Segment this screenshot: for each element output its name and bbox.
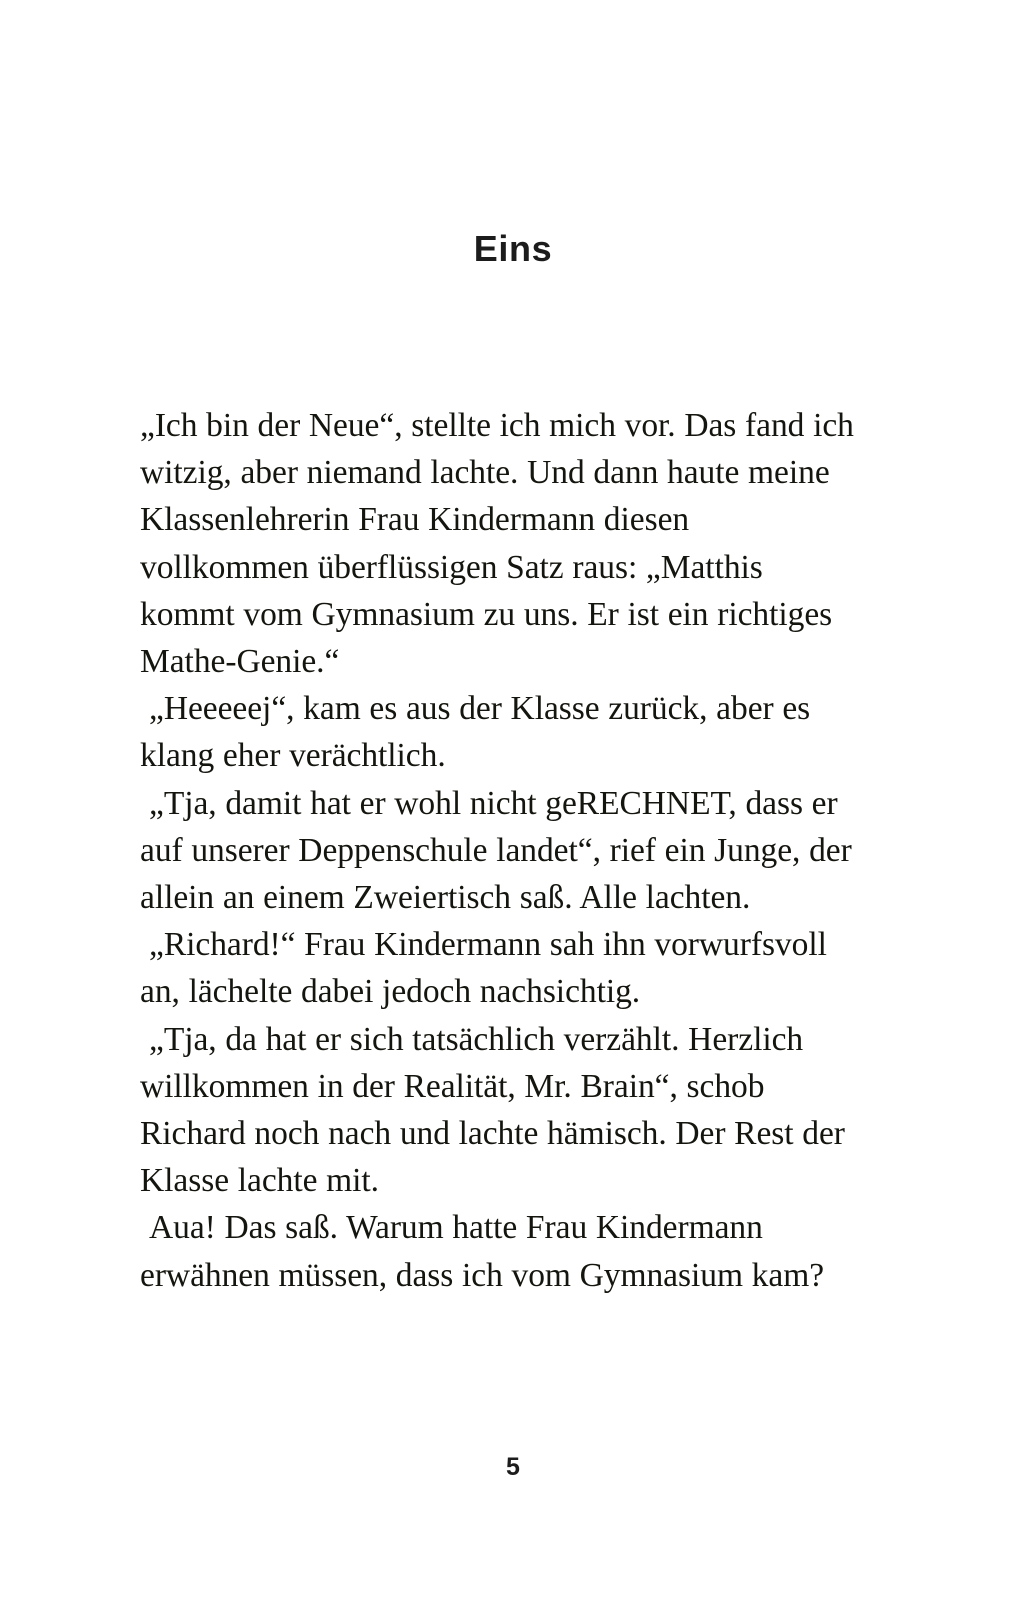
paragraph: „Tja, damit hat er wohl nicht geRECHNET, dass er auf unserer Deppenschule landet“, rief ein Junge, der allein an einem Zweiertisch saß. Alle lachten. xyxy=(140,784,852,917)
body-text-block xyxy=(140,402,866,1299)
paragraph: Aua! Das saß. Warum hatte Frau Kindermann erwähnen müssen, dass ich vom Gymnasium kam? xyxy=(140,1209,825,1294)
paragraph: „Tja, da hat er sich tatsächlich verzählt. Herzlich willkommen in der Realität, Mr. Brain“, schob Richard noch nach und lachte hämisch. Der Rest der Klasse lachte mit. xyxy=(140,1020,845,1200)
paragraph: „Heeeeej“, kam es aus der Klasse zurück, aber es klang eher verächtlich. xyxy=(140,690,811,775)
paragraph: „Richard!“ Frau Kindermann sah ihn vorwurfsvoll an, lächelte dabei jedoch nachsichtig. xyxy=(140,926,827,1011)
paragraph: „Ich bin der Neue“, stellte ich mich vor. Das fand ich witzig, aber niemand lachte. Und dann haute meine Klassenlehrerin Frau Kindermann diesen vollkommen überflüssigen Satz raus: „Matthis kommt vom Gymnasium zu uns. Er ist ein richtiges Mathe-Genie.“ xyxy=(140,407,854,681)
page-number: 5 xyxy=(506,1453,520,1481)
chapter-title: Eins xyxy=(473,228,553,270)
